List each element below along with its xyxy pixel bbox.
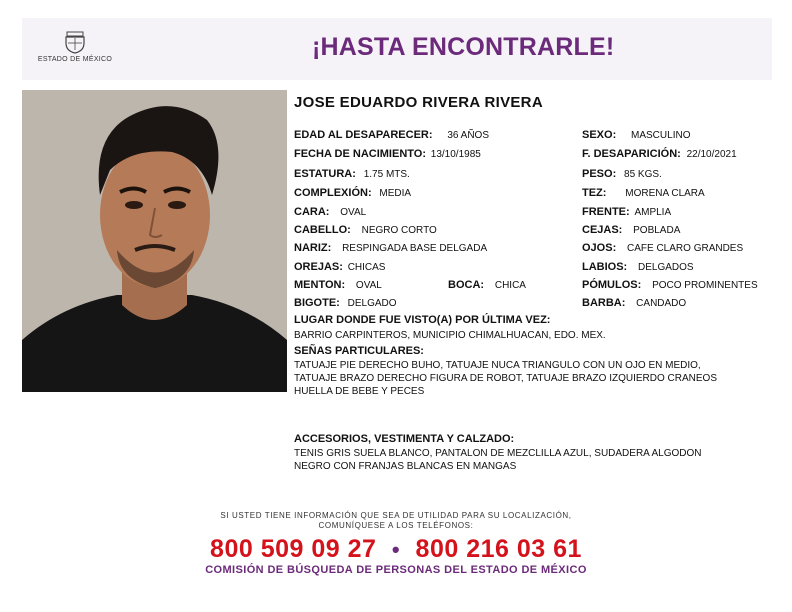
field-value: 13/10/1985 [430,149,481,160]
logo [30,30,120,63]
senas-line: TATUAJE PIE DERECHO BUHO, TATUAJE NUCA TRIANGULO CON UN OJO EN MEDIO, [294,360,701,371]
field-label: LABIOS: [582,261,628,273]
field-value: DELGADOS [638,262,694,273]
logo-text: ESTADO DE MÉXICO [37,56,113,63]
footer-note: COMUNÍQUESE A LOS TELÉFONOS: [318,521,474,530]
lugar-text: BARRIO CARPINTEROS, MUNICIPIO CHIMALHUACAN, EDO. MEX. [294,330,606,341]
field-label: BOCA: [448,279,485,291]
accesorios-line: NEGRO CON FRANJAS BLANCAS EN MANGAS [294,461,517,472]
field-label: F. DESAPARICIÓN: [582,148,681,160]
field-nacimiento [294,148,481,161]
field-peso [582,168,662,181]
field-label: CABELLO: [294,224,351,236]
headline: ¡HASTA ENCONTRARLE! [312,33,615,61]
accesorios-heading: ACCESORIOS, VESTIMENTA Y CALZADO: [294,433,515,445]
field-cabello [294,224,437,237]
field-value: NEGRO CORTO [361,225,437,236]
field-value: 22/10/2021 [686,149,737,160]
field-value: MASCULINO [631,130,691,141]
field-cara [294,206,366,219]
coat-of-arms-icon [63,30,87,54]
field-frente [582,206,671,219]
field-label: PÓMULOS: [582,279,642,291]
field-menton [294,279,382,292]
accesorios-line: TENIS GRIS SUELA BLANCO, PANTALON DE MEZCLILLA AZUL, SUDADERA ALGODON [294,448,702,459]
phone-2[interactable]: 800 216 03 61 [415,535,582,563]
field-value: OVAL [355,280,382,291]
field-complexion [294,187,411,200]
field-value: DELGADO [347,298,397,309]
field-labios [582,261,694,274]
field-value: CAFE CLARO GRANDES [627,243,744,254]
field-value: OVAL [340,207,367,218]
field-value: MORENA CLARA [625,188,705,199]
field-label: COMPLEXIÓN: [294,187,372,199]
senas-line: HUELLA DE BEBE Y PECES [294,386,425,397]
person-name: JOSE EDUARDO RIVERA RIVERA [294,94,543,111]
field-boca [448,279,526,292]
field-value: 1.75 MTS. [363,169,410,180]
field-label: BIGOTE: [294,297,340,309]
field-value: AMPLIA [634,207,672,218]
field-estatura [294,168,410,181]
phone-numbers [0,535,792,564]
field-label: EDAD AL DESAPARECER: [294,129,433,141]
field-label: CEJAS: [582,224,623,236]
field-label: MENTON: [294,279,346,291]
field-cejas [582,224,680,237]
senas-line: TATUAJE BRAZO DERECHO FIGURA DE ROBOT, TATUAJE BRAZO IZQUIERDO CRANEOS [294,373,718,384]
field-value: CHICAS [347,262,386,273]
field-ojos [582,242,743,255]
lugar-heading: LUGAR DONDE FUE VISTO(A) POR ÚLTIMA VEZ: [294,314,551,326]
field-label: NARIZ: [294,242,332,254]
field-orejas [294,261,385,274]
field-label: OJOS: [582,242,617,254]
field-barba [582,297,686,310]
field-bigote [294,297,397,310]
field-value: POCO PROMINENTES [652,280,758,291]
field-label: SEXO: [582,129,617,141]
comision-text: COMISIÓN DE BÚSQUEDA DE PERSONAS DEL ESTADO DE MÉXICO [205,564,587,576]
field-label: PESO: [582,168,617,180]
phone-1[interactable]: 800 509 09 27 [210,535,377,563]
field-label: TEZ: [582,187,607,199]
field-edad [294,129,489,142]
field-value: 85 KGS. [624,169,662,180]
field-label: CARA: [294,206,330,218]
field-value: RESPINGADA BASE DELGADA [342,243,488,254]
field-tez [582,187,705,200]
field-value: POBLADA [633,225,681,236]
field-nariz [294,242,487,255]
field-value: CHICA [494,280,526,291]
person-photo [22,90,287,392]
field-label: BARBA: [582,297,626,309]
field-value: 36 AÑOS [447,130,490,141]
field-label: FECHA DE NACIMIENTO: [294,148,426,160]
field-label: ESTATURA: [294,168,356,180]
senas-heading: SEÑAS PARTICULARES: [294,345,424,357]
field-label: OREJAS: [294,261,343,273]
footer-note: SI USTED TIENE INFORMACIÓN QUE SEA DE UTILIDAD PARA SU LOCALIZACIÓN, [220,511,572,520]
separator-dot: • [391,537,401,562]
field-label: FRENTE: [582,206,630,218]
field-value: CANDADO [636,298,687,309]
field-pomulos [582,279,758,292]
field-sexo [582,129,690,142]
field-desaparicion [582,148,737,161]
field-value: MEDIA [379,188,412,199]
